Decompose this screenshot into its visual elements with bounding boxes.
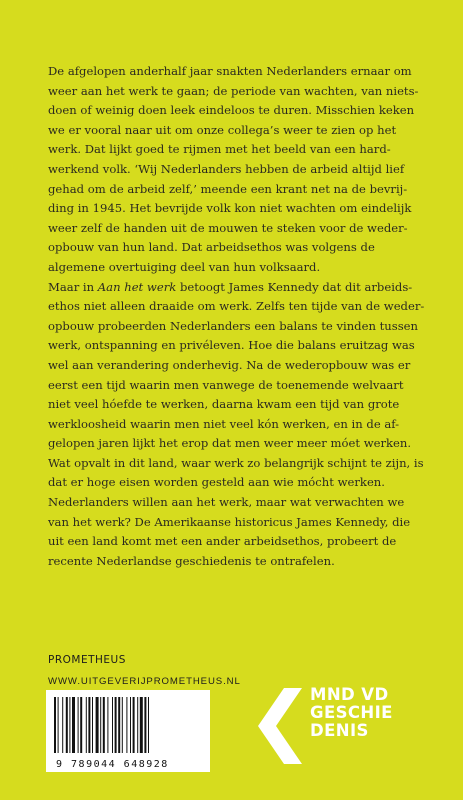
series-line-3: DENIS [310,721,369,740]
publisher-url: WWW.UITGEVERIJPROMETHEUS.NL [48,676,241,687]
blurb-paragraph-3: Wat opvalt in dit land, waar werk zo belangrijk schijnt te zijn, is dat er hoge eisen worden gesteld aan wie mócht werken. Nederlanders willen aan het werk, maar wat verwachten we van het werk? De Amerikaanse historicus James Kennedy, die uit een land komt met een ander arbeidsethos, probeert de recente Nederlandse geschiedenis te ontrafelen. [48,455,424,568]
isbn-number: 9 789044 648928 [56,759,169,770]
back-cover-blurb [48,62,426,571]
barcode-bars-icon [54,697,202,753]
blurb-paragraph-1: De afgelopen anderhalf jaar snakten Nederlanders ernaar om weer aan het werk te gaan; de periode van wachten, van niets-doen of weinig doen leek eindeloos te duren. Misschien keken we er vooral naar uit om onze collega’s weer te zien op het werk. Dat lijkt goed te rijmen met het beeld van een hard-werkend volk. ‘Wij Nederlanders hebben de arbeid altijd lief gehad om de arbeid zelf,’ meende een krant net na de bevrij-ding in 1945. Het bevrijde volk kon niet wachten om eindelijk weer zelf de handen uit de mouwen te steken voor de weder-opbouw van hun land. Dat arbeidsethos was volgens de algemene overtuiging deel van hun volksaard. [48,64,419,274]
blurb-p2-intro: Maar in [48,279,98,294]
book-title: Aan het werk [97,279,177,294]
series-title [310,686,393,740]
publisher-logo: PROMETHEUS [48,654,126,666]
series-logo [250,680,440,770]
chevron-left-icon [250,680,310,770]
barcode [46,690,210,772]
series-line-1: MND VD [310,685,389,704]
blurb-p2-body: betoogt James Kennedy dat dit arbeids-ethos niet alleen draaide om werk. Zelfs ten tijde van de weder-opbouw probeerden Nederlanders een balans te vinden tussen werk, ontspanning en privéleven. Hoe die balans eruitzag was wel aan verandering onderhevig. Na de wederopbouw was er eerst een tijd waarin men vanwege de toenemende welvaart niet veel hóefde te werken, daarna kwam een tijd van grote werkloosheid waarin men niet veel kón werken, en in de af-gelopen jaren lijkt het erop dat men weer meer móet werken. [48,279,425,451]
blurb-paragraph-2 [48,278,426,454]
series-line-2: GESCHIE [310,703,393,722]
